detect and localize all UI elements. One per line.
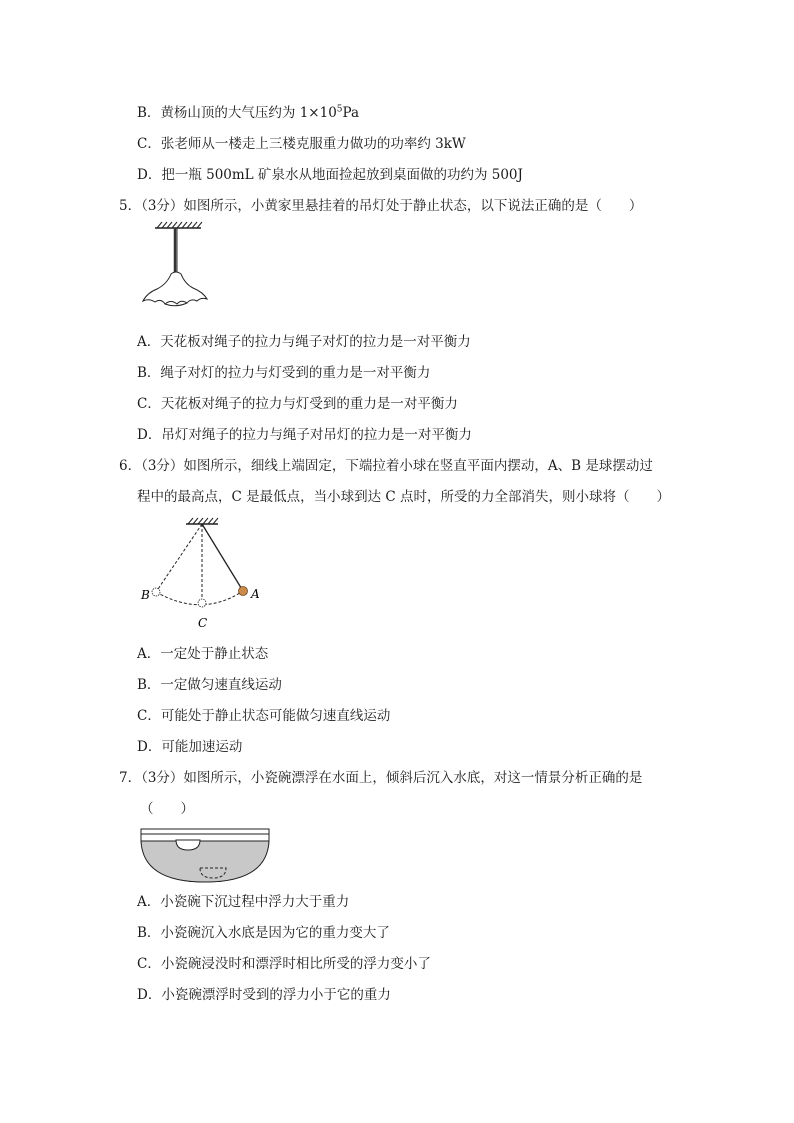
pendulum-figure: [138, 518, 268, 633]
q7-option-a: A．小瓷碗下沉过程中浮力大于重力: [137, 894, 350, 910]
hanging-lamp-figure: [135, 222, 225, 317]
q6-stem-line1: 6．（3分）如图所示，细线上端固定，下端拉着小球在竖直平面内摆动，A、B 是球摆动过: [119, 458, 653, 474]
q7-option-c: C．小瓷碗浸没时和漂浮时相比所受的浮力变小了: [137, 956, 431, 972]
q6-option-b: B．一定做匀速直线运动: [137, 677, 282, 693]
q4-option-d: D．把一瓶 500mL 矿泉水从地面捡起放到桌面做的功约为 500J: [137, 167, 523, 183]
q5-option-d: D．吊灯对绳子的拉力与绳子对吊灯的拉力是一对平衡力: [137, 427, 472, 443]
q7-stem-line1: 7．（3分）如图所示，小瓷碗漂浮在水面上，倾斜后沉入水底，对这一情景分析正确的是: [119, 770, 643, 786]
q7-option-d: D．小瓷碗漂浮时受到的浮力小于它的重力: [137, 987, 391, 1003]
q7-stem-line2: （ ）: [140, 801, 194, 817]
q4-option-b-text: B．黄杨山顶的大气压约为 1×10: [137, 105, 337, 121]
q5-option-c: C．天花板对绳子的拉力与灯受到的重力是一对平衡力: [137, 396, 458, 412]
q6-option-d: D．可能加速运动: [137, 739, 243, 755]
q6-stem-line2: 程中的最高点，C 是最低点，当小球到达 C 点时，所受的力全部消失，则小球将（ ）: [137, 489, 671, 505]
q4-option-b: [137, 104, 359, 122]
bowl-in-water-figure: [140, 828, 270, 884]
q4-option-c: C．张老师从一楼走上三楼克服重力做功的功率约 3kW: [137, 136, 466, 152]
label-b: B: [141, 588, 150, 602]
q5-option-a: A．天花板对绳子的拉力与绳子对灯的拉力是一对平衡力: [137, 334, 471, 350]
q6-option-a: A．一定处于静止状态: [137, 646, 269, 662]
label-a: A: [251, 587, 260, 601]
q5-option-b: B．绳子对灯的拉力与灯受到的重力是一对平衡力: [137, 365, 431, 381]
label-c: C: [198, 616, 208, 630]
q4-option-b-unit: Pa: [342, 105, 360, 121]
pendulum-ball: [239, 587, 248, 596]
q7-option-b: B．小瓷碗沉入水底是因为它的重力变大了: [137, 925, 390, 941]
q6-option-c: C．可能处于静止状态可能做匀速直线运动: [137, 708, 391, 724]
q4-option-b-exponent: 5: [336, 104, 343, 115]
q5-stem: 5．（3分）如图所示，小黄家里悬挂着的吊灯处于静止状态，以下说法正确的是（ ）: [119, 198, 643, 214]
